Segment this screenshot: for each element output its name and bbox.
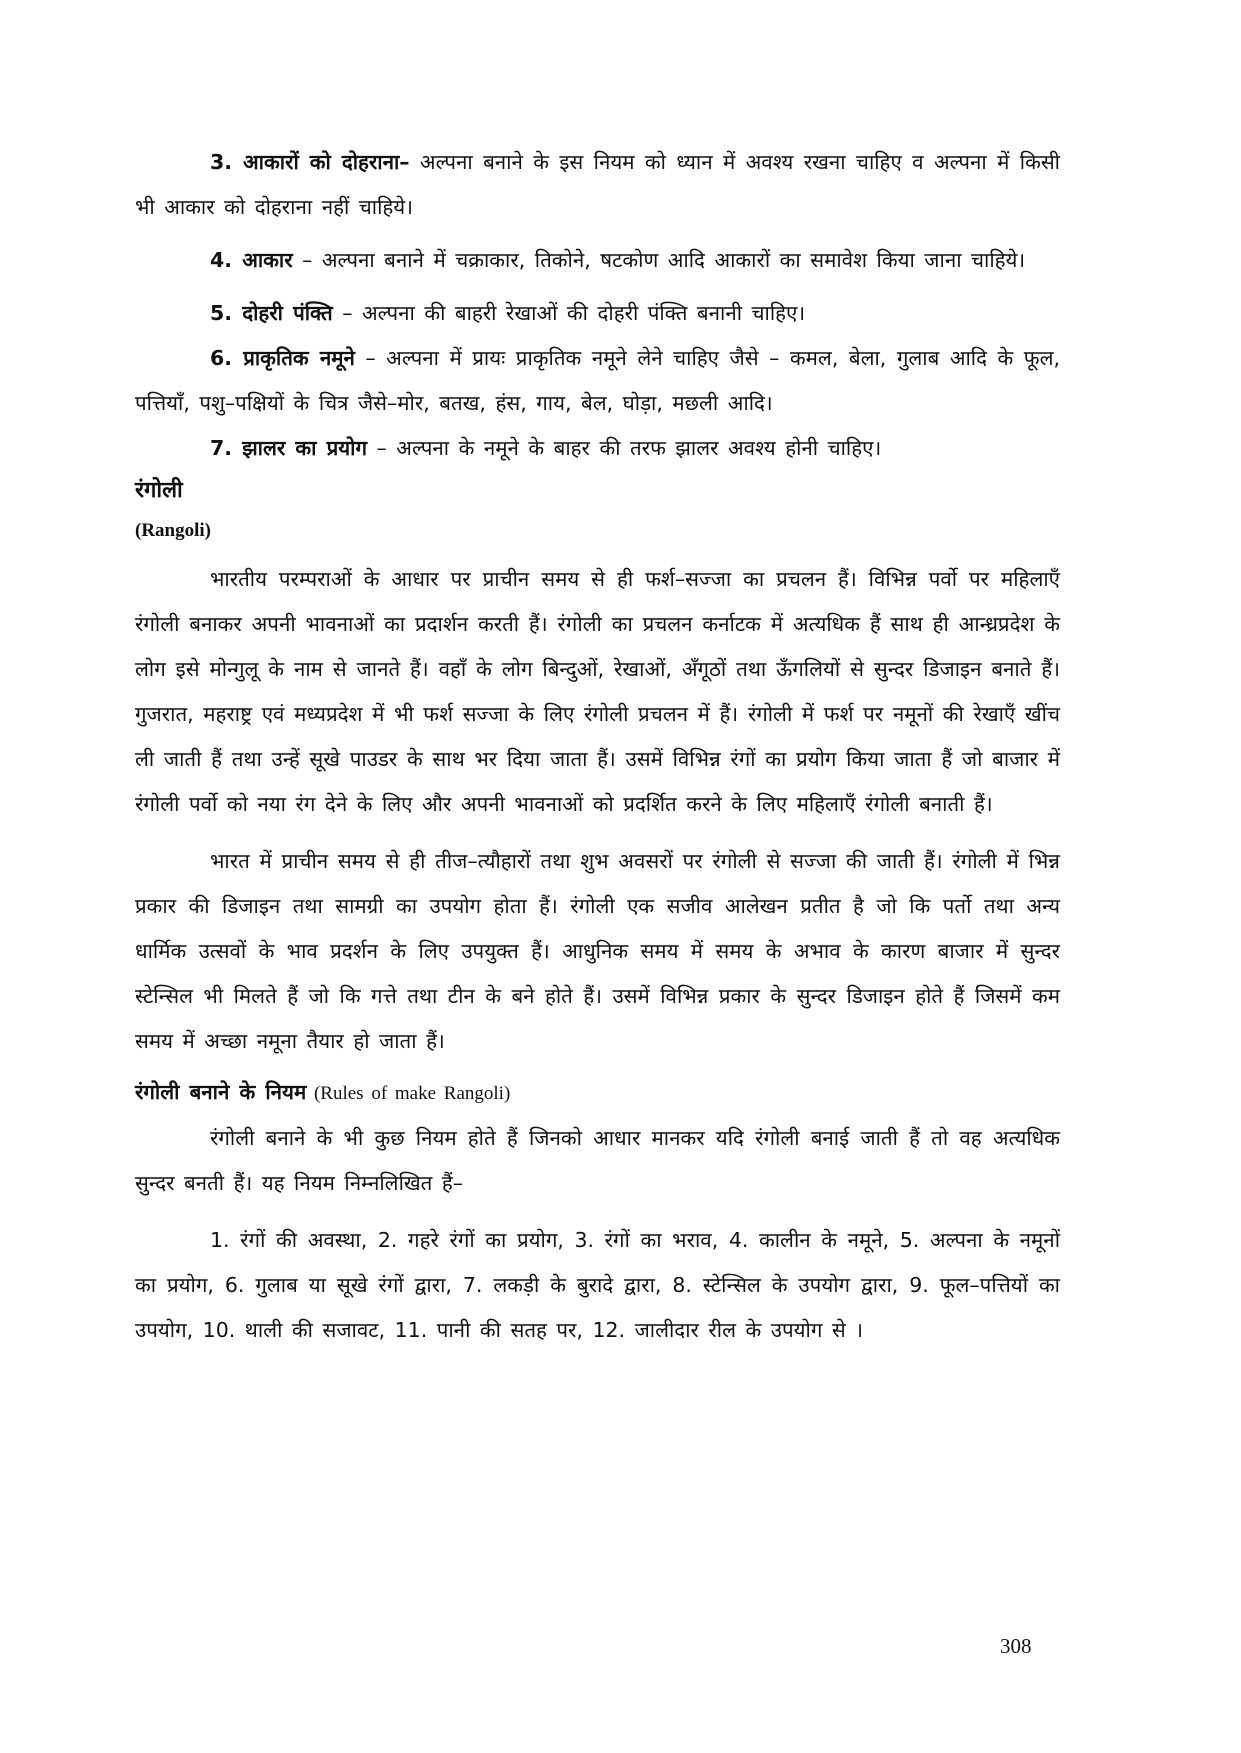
- rule-6-title: 6. प्राकृतिक नमूने: [210, 346, 355, 370]
- rule-5-text: – अल्पना की बाहरी रेखाओं की दोहरी पंक्ति बनानी चाहिए।: [332, 301, 806, 325]
- rule-5-title: 5. दोहरी पंक्ति: [210, 301, 333, 325]
- rangoli-rules-intro: रंगोली बनाने के भी कुछ नियम होते हैं जिनको आधार मानकर यदि रंगोली बनाई जाती हैं तो वह अत्यधिक सुन्दर बनती हैं। यह नियम निम्नलिखित हैं–: [135, 1126, 1060, 1195]
- rule-3-text: अल्पना बनाने के इस नियम को ध्यान में अवश्य रखना चाहिए व अल्पना में किसी भी आकार को दोहराना नहीं चाहिये।: [135, 150, 1060, 219]
- rule-4: [135, 238, 1060, 283]
- rangoli-rules-heading-hindi: रंगोली बनाने के नियम: [135, 1080, 307, 1104]
- rule-7: [135, 426, 1060, 471]
- rule-3: [135, 140, 1060, 230]
- rule-5: [135, 291, 1060, 336]
- rule-6-text: – अल्पना में प्रायः प्राकृतिक नमूने लेने चाहिए जैसे – कमल, बेला, गुलाब आदि के फूल, पत्तियाँ, पशु–पक्षियों के चित्र जैसे–मोर, बतख, हंस, गाय, बेल, घोड़ा, मछली आदि।: [135, 346, 1061, 415]
- rule-6: [135, 336, 1060, 426]
- rangoli-rules-list: 1. रंगों की अवस्था, 2. गहरे रंगों का प्रयोग, 3. रंगों का भराव, 4. कालीन के नमूने, 5. अल्पना के नमूनों का प्रयोग, 6. गुलाब या सूखे रंगों द्वारा, 7. लकड़ी के बुरादे द्वारा, 8. स्टेन्सिल के उपयोग द्वारा, 9. फूल–पत्तियों का उपयोग, 10. थाली की सजावट, 11. पानी की सतह पर, 12. जालीदार रील के उपयोग से ।: [135, 1228, 1060, 1342]
- rule-4-title: 4. आकार: [210, 248, 293, 272]
- rangoli-heading-english: (Rangoli): [135, 520, 211, 541]
- rule-4-text: – अल्पना बनाने में चक्राकार, तिकोने, षटकोण आदि आकारों का समावेश किया जाना चाहिये।: [292, 248, 1026, 272]
- rangoli-heading: रंगोली: [135, 478, 183, 503]
- rangoli-paragraph-2: भारत में प्राचीन समय से ही तीज–त्यौहारों तथा शुभ अवसरों पर रंगोली से सज्जा की जाती हैं। रंगोली में भिन्न प्रकार की डिजाइन तथा सामग्री का उपयोग होता हैं। रंगोली एक सजीव आलेखन प्रतीत है जो कि पर्तो तथा अन्य धार्मिक उत्सवों के भाव प्रदर्शन के लिए उपयुक्त हैं। आधुनिक समय में समय के अभाव के कारण बाजार में सुन्दर स्टेन्सिल भी मिलते हैं जो कि गत्ते तथा टीन के बने होते हैं। उसमें विभिन्न प्रकार के सुन्दर डिजाइन होते हैं जिसमें कम समय में अच्छा नमूना तैयार हो जाता हैं।: [135, 849, 1060, 1053]
- rangoli-rules-heading-english: (Rules of make Rangoli): [306, 1083, 511, 1104]
- rule-7-text: – अल्पना के नमूने के बाहर की तरफ झालर अवश्य होनी चाहिए।: [367, 436, 882, 460]
- rule-3-title: 3. आकारों को दोहराना–: [210, 150, 410, 174]
- rangoli-paragraph-1: भारतीय परम्पराओं के आधार पर प्राचीन समय से ही फर्श–सज्जा का प्रचलन हैं। विभिन्न पर्वो पर महिलाएँ रंगोली बनाकर अपनी भावनाओं का प्रदार्शन करती हैं। रंगोली का प्रचलन कर्नाटक में अत्यधिक हैं साथ ही आन्ध्रप्रदेश के लोग इसे मोन्गुलू के नाम से जानते हैं। वहाँ के लोग बिन्दुओं, रेखाओं, अँगूठों तथा ऊँगलियों से सुन्दर डिजाइन बनाते हैं। गुजरात, महराष्ट्र एवं मध्यप्रदेश में भी फर्श सज्जा के लिए रंगोली प्रचलन में हैं। रंगोली में फर्श पर नमूनों की रेखाएँ खींच ली जाती हैं तथा उन्हें सूखे पाउडर के साथ भर दिया जाता हैं। उसमें विभिन्न रंगों का प्रयोग किया जाता हैं जो बाजार में रंगोली पर्वो को नया रंग देने के लिए और अपनी भावनाओं को प्रदर्शित करने के लिए महिलाएँ रंगोली बनाती हैं।: [135, 567, 1060, 816]
- rule-7-title: 7. झालर का प्रयोग: [210, 436, 368, 460]
- page-content: [135, 140, 1060, 1353]
- page-number: 308: [1000, 1634, 1032, 1658]
- rangoli-rules-heading: [135, 1070, 1060, 1116]
